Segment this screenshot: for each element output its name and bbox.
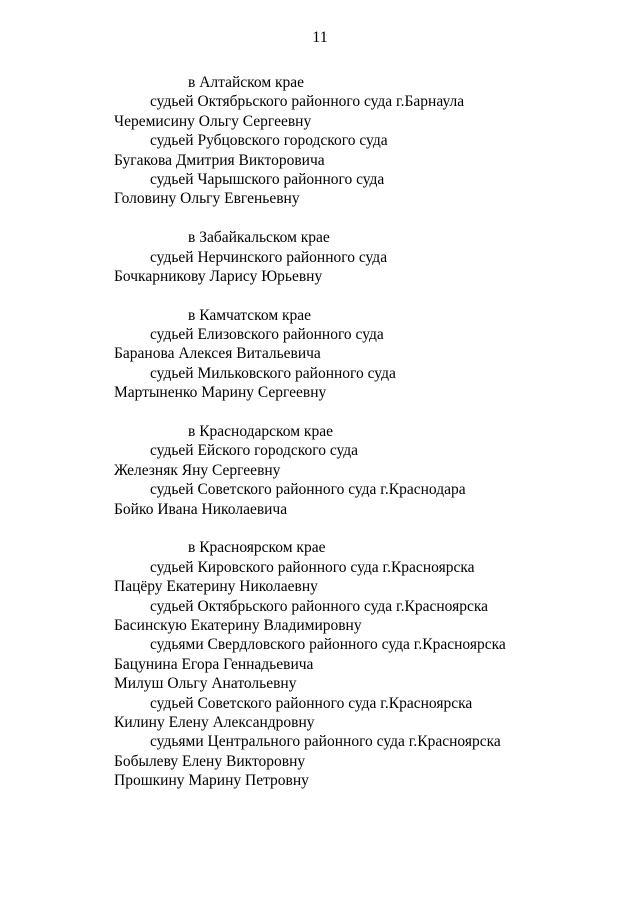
court-line: судьей Октябрьского районного суда г.Барнаула [150,93,465,111]
judge-name: Бугакова Дмитрия Викторовича [114,151,325,169]
judge-name: Бобылеву Елену Викторовну [114,752,306,770]
region-heading: в Краснодарском крае [188,423,333,441]
court-line: судьей Ейского городского суда [150,442,359,460]
court-line: судьями Свердловского районного суда г.Красноярска [150,636,506,654]
section-gap [0,403,640,422]
section-gap [0,519,640,538]
judge-name: Железняк Яну Сергеевну [114,461,281,479]
court-line: судьей Нерчинского районного суда [150,248,388,266]
court-line: судьей Кировского районного суда г.Красноярска [150,558,475,576]
court-line: судьей Мильковского районного суда [150,364,396,382]
section-gap [0,209,640,228]
region-heading: в Забайкальском крае [188,229,330,247]
judge-name: Пацёру Екатерину Николаевну [114,578,318,596]
page-number: 11 [312,29,328,46]
judge-name: Прошкину Марину Петровну [114,772,309,790]
judge-name: Басинскую Екатерину Владимировну [114,616,362,634]
judge-name: Черемисину Ольгу Сергеевну [114,112,312,130]
region-heading: в Алтайском крае [188,74,305,91]
court-line: судьей Елизовского районного суда [150,326,384,344]
judge-name: Килину Елену Александровну [114,713,315,731]
court-line: судьей Чарышского районного суда [150,170,385,188]
region-heading: в Камчатском крае [188,306,312,324]
court-line: судьей Октябрьского районного суда г.Красноярска [150,597,489,615]
judge-name: Бойко Ивана Николаевича [114,500,288,518]
judge-name: Бочкарникову Ларису Юрьевну [114,267,323,285]
judge-name: Милуш Ольгу Анатольевну [114,675,297,693]
section-gap [0,286,640,305]
court-line: судьей Советского районного суда г.Краснодара [150,481,466,499]
court-line: судьей Советского районного суда г.Красноярска [150,694,473,712]
region-heading: в Красноярском крае [188,539,326,557]
court-line: судьей Рубцовского городского суда [150,132,388,150]
court-line: судьями Центрального районного суда г.Красноярска [150,733,501,751]
appointments-list [0,73,640,790]
judge-name: Баранова Алексея Витальевича [114,345,321,363]
judge-name: Головину Ольгу Евгеньевну [114,190,300,208]
judge-name: Мартыненко Марину Сергеевну [114,384,327,402]
judge-name: Бацунина Егора Геннадьевича [114,655,314,673]
